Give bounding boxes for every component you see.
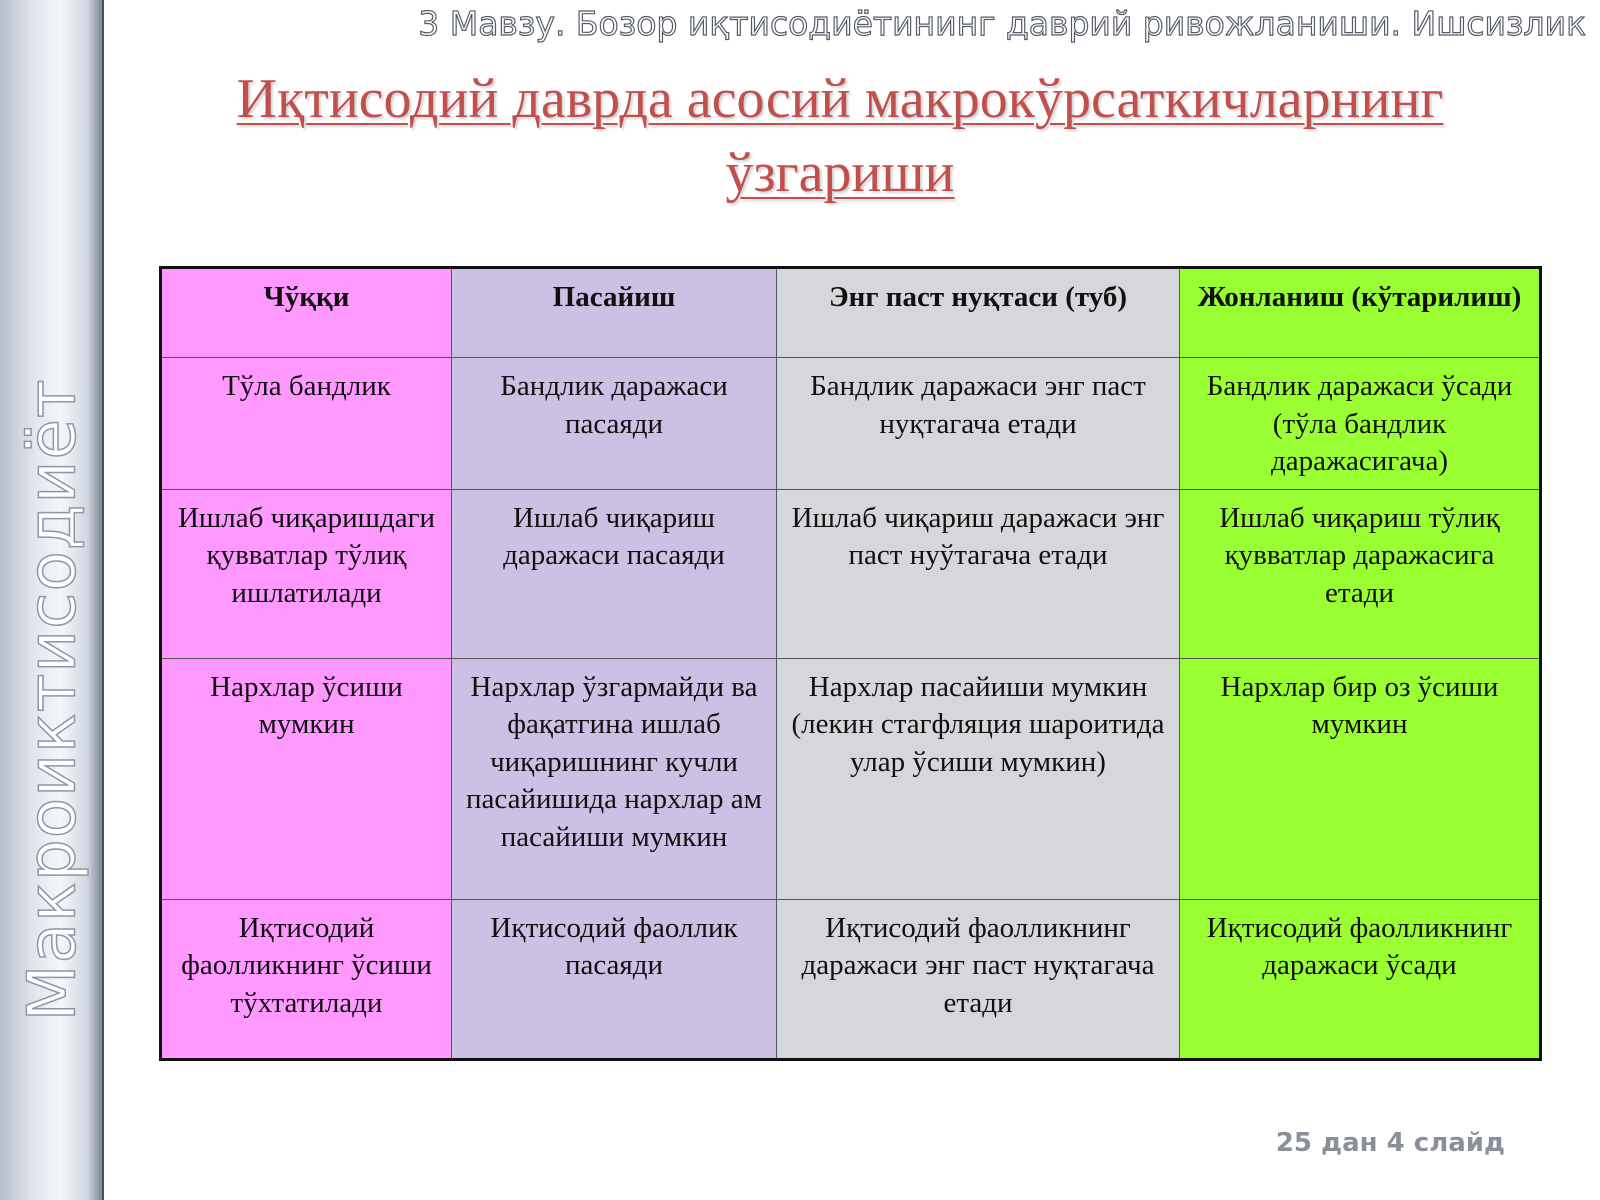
cell-peak-production: Ишлаб чиқаришдаги қувватлар тўлиқ ишлатилади — [161, 489, 452, 658]
cell-recovery-prices: Нархлар бир оз ўсиши мумкин — [1180, 658, 1541, 899]
header-recovery: Жонланиш (кўтарилиш) — [1180, 268, 1541, 358]
cell-decline-production: Ишлаб чиқариш даражаси пасаяди — [452, 489, 777, 658]
table-row — [161, 358, 1541, 490]
cell-decline-activity: Иқтисодий фаоллик пасаяди — [452, 899, 777, 1059]
table-row — [161, 899, 1541, 1059]
table-row — [161, 658, 1541, 899]
cell-recovery-employment: Бандлик даражаси ўсади (тўла бандлик даражасигача) — [1180, 358, 1541, 490]
table-header-row — [161, 268, 1541, 358]
cell-peak-prices: Нархлар ўсиши мумкин — [161, 658, 452, 899]
cell-peak-activity: Иқтисодий фаолликнинг ўсиши тўхтатилади — [161, 899, 452, 1059]
table-row — [161, 489, 1541, 658]
cycle-indicators-table — [159, 266, 1542, 1061]
sidebar-label: Макроиктисодиёт — [13, 378, 91, 1022]
header-decline: Пасайиш — [452, 268, 777, 358]
cell-trough-employment: Бандлик даражаси энг паст нуқтагача етади — [777, 358, 1180, 490]
slide-counter: 25 дан 4 слайд — [1275, 1128, 1505, 1158]
header-peak: Чўққи — [161, 268, 452, 358]
cell-trough-activity: Иқтисодий фаолликнинг даражаси энг паст нуқтагача етади — [777, 899, 1180, 1059]
cell-decline-prices: Нархлар ўзгармайди ва фақатгина ишлаб чиқаришнинг кучли пасайишида нархлар ам пасайиши мумкин — [452, 658, 777, 899]
topic-header: 3 Мавзу. Бозор иқтисодиётининг даврий ривожланиши. Ишсизлик — [418, 4, 1586, 43]
cell-peak-employment: Тўла бандлик — [161, 358, 452, 490]
sidebar-band — [0, 0, 104, 1200]
cell-trough-production: Ишлаб чиқариш даражаси энг паст нуўтагача етади — [777, 489, 1180, 658]
header-trough: Энг паст нуқтаси (туб) — [777, 268, 1180, 358]
slide-title: Иқтисодий даврда асосий макрокўрсаткичларнинг ўзгариши — [236, 68, 1444, 204]
cell-trough-prices: Нархлар пасайиши мумкин (лекин стагфляция шароитида улар ўсиши мумкин) — [777, 658, 1180, 899]
cell-decline-employment: Бандлик даражаси пасаяди — [452, 358, 777, 490]
cell-recovery-production: Ишлаб чиқариш тўлиқ қувватлар даражасига етади — [1180, 489, 1541, 658]
cell-recovery-activity: Иқтисодий фаолликнинг даражаси ўсади — [1180, 899, 1541, 1059]
